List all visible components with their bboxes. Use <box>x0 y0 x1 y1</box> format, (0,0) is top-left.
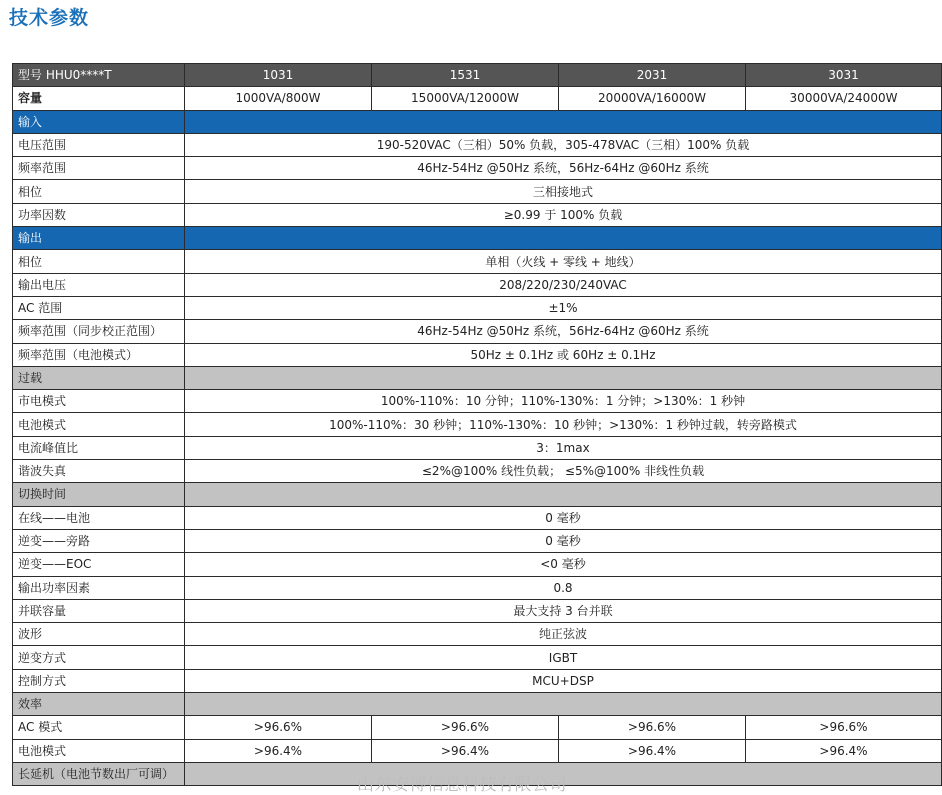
row-label: AC 模式 <box>13 716 185 739</box>
row-label: 电池模式 <box>13 413 185 436</box>
row-label: 控制方式 <box>13 669 185 692</box>
row-label: 输出功率因素 <box>13 576 185 599</box>
row-value: <0 毫秒 <box>185 553 942 576</box>
section-switch-time <box>13 483 942 506</box>
capacity-value: 30000VA/24000W <box>746 87 942 110</box>
table-row <box>13 390 942 413</box>
table-row <box>13 529 942 552</box>
section-label: 长延机（电池节数出厂可调） <box>13 762 185 785</box>
table-row <box>13 576 942 599</box>
row-value: 单相（火线 + 零线 + 地线） <box>185 250 942 273</box>
row-label: 逆变——旁路 <box>13 529 185 552</box>
table-row <box>13 646 942 669</box>
row-value: >96.4% <box>185 739 372 762</box>
table-row <box>13 599 942 622</box>
row-value: 100%-110%：30 秒钟；110%-130%：10 秒钟；>130%：1 秒钟过载，转旁路模式 <box>185 413 942 436</box>
row-label: 谐波失真 <box>13 460 185 483</box>
page-title: 技术参数 <box>9 7 90 29</box>
table-row <box>13 273 942 296</box>
model-1031: 1031 <box>185 64 372 87</box>
header-row <box>13 64 942 87</box>
table-row <box>13 460 942 483</box>
row-label: 频率范围 <box>13 157 185 180</box>
row-label: 功率因数 <box>13 203 185 226</box>
table-row <box>13 413 942 436</box>
table-row <box>13 180 942 203</box>
row-label: 电流峰值比 <box>13 436 185 459</box>
section-overload <box>13 366 942 389</box>
row-value: 0.8 <box>185 576 942 599</box>
row-value: 46Hz-54Hz @50Hz 系统，56Hz-64Hz @60Hz 系统 <box>185 320 942 343</box>
row-label: 并联容量 <box>13 599 185 622</box>
table-row <box>13 553 942 576</box>
row-label: 在线——电池 <box>13 506 185 529</box>
row-value: 最大支持 3 台并联 <box>185 599 942 622</box>
row-value: 三相接地式 <box>185 180 942 203</box>
row-value: MCU+DSP <box>185 669 942 692</box>
table-row <box>13 716 942 739</box>
table-row <box>13 623 942 646</box>
model-1531: 1531 <box>372 64 559 87</box>
row-value: >96.6% <box>559 716 746 739</box>
capacity-row <box>13 87 942 110</box>
section-label: 效率 <box>13 693 185 716</box>
section-label: 切换时间 <box>13 483 185 506</box>
watermark-text: 山东安博信息科技有限公司 <box>357 775 567 795</box>
table-row <box>13 133 942 156</box>
row-value: 208/220/230/240VAC <box>185 273 942 296</box>
table-row <box>13 157 942 180</box>
capacity-label: 容量 <box>13 87 185 110</box>
row-label: 频率范围（同步校正范围） <box>13 320 185 343</box>
row-value: 纯正弦波 <box>185 623 942 646</box>
table-row <box>13 669 942 692</box>
table-row <box>13 739 942 762</box>
row-label: 波形 <box>13 623 185 646</box>
row-label: 电池模式 <box>13 739 185 762</box>
row-value: IGBT <box>185 646 942 669</box>
row-value: >96.4% <box>746 739 942 762</box>
row-label: AC 范围 <box>13 296 185 319</box>
table-row <box>13 436 942 459</box>
capacity-value: 20000VA/16000W <box>559 87 746 110</box>
capacity-value: 15000VA/12000W <box>372 87 559 110</box>
section-output <box>13 227 942 250</box>
row-value: 50Hz ± 0.1Hz 或 60Hz ± 0.1Hz <box>185 343 942 366</box>
row-value: ±1% <box>185 296 942 319</box>
table-row <box>13 296 942 319</box>
row-label: 相位 <box>13 250 185 273</box>
row-value: 3：1max <box>185 436 942 459</box>
row-value: >96.6% <box>746 716 942 739</box>
section-label: 输入 <box>13 110 185 133</box>
section-label: 过载 <box>13 366 185 389</box>
row-value: 46Hz-54Hz @50Hz 系统，56Hz-64Hz @60Hz 系统 <box>185 157 942 180</box>
row-label: 市电模式 <box>13 390 185 413</box>
spec-table <box>12 63 942 786</box>
row-value: >96.6% <box>185 716 372 739</box>
row-label: 逆变方式 <box>13 646 185 669</box>
table-row <box>13 320 942 343</box>
table-row <box>13 250 942 273</box>
row-value: 0 毫秒 <box>185 506 942 529</box>
table-row <box>13 203 942 226</box>
row-label: 逆变——EOC <box>13 553 185 576</box>
row-label: 输出电压 <box>13 273 185 296</box>
row-value: ≥0.99 于 100% 负载 <box>185 203 942 226</box>
row-value: >96.4% <box>372 739 559 762</box>
section-label: 输出 <box>13 227 185 250</box>
table-row <box>13 506 942 529</box>
capacity-value: 1000VA/800W <box>185 87 372 110</box>
table-row <box>13 343 942 366</box>
row-label: 相位 <box>13 180 185 203</box>
row-value: >96.6% <box>372 716 559 739</box>
section-input <box>13 110 942 133</box>
model-2031: 2031 <box>559 64 746 87</box>
row-value: >96.4% <box>559 739 746 762</box>
row-value: 0 毫秒 <box>185 529 942 552</box>
model-label: 型号 HHU0****T <box>13 64 185 87</box>
section-efficiency <box>13 693 942 716</box>
row-value: ≤2%@100% 线性负载； ≤5%@100% 非线性负载 <box>185 460 942 483</box>
model-3031: 3031 <box>746 64 942 87</box>
row-label: 电压范围 <box>13 133 185 156</box>
row-value: 100%-110%：10 分钟；110%-130%：1 分钟；>130%：1 秒钟 <box>185 390 942 413</box>
row-value: 190-520VAC（三相）50% 负载，305-478VAC（三相）100% 负载 <box>185 133 942 156</box>
row-label: 频率范围（电池模式） <box>13 343 185 366</box>
